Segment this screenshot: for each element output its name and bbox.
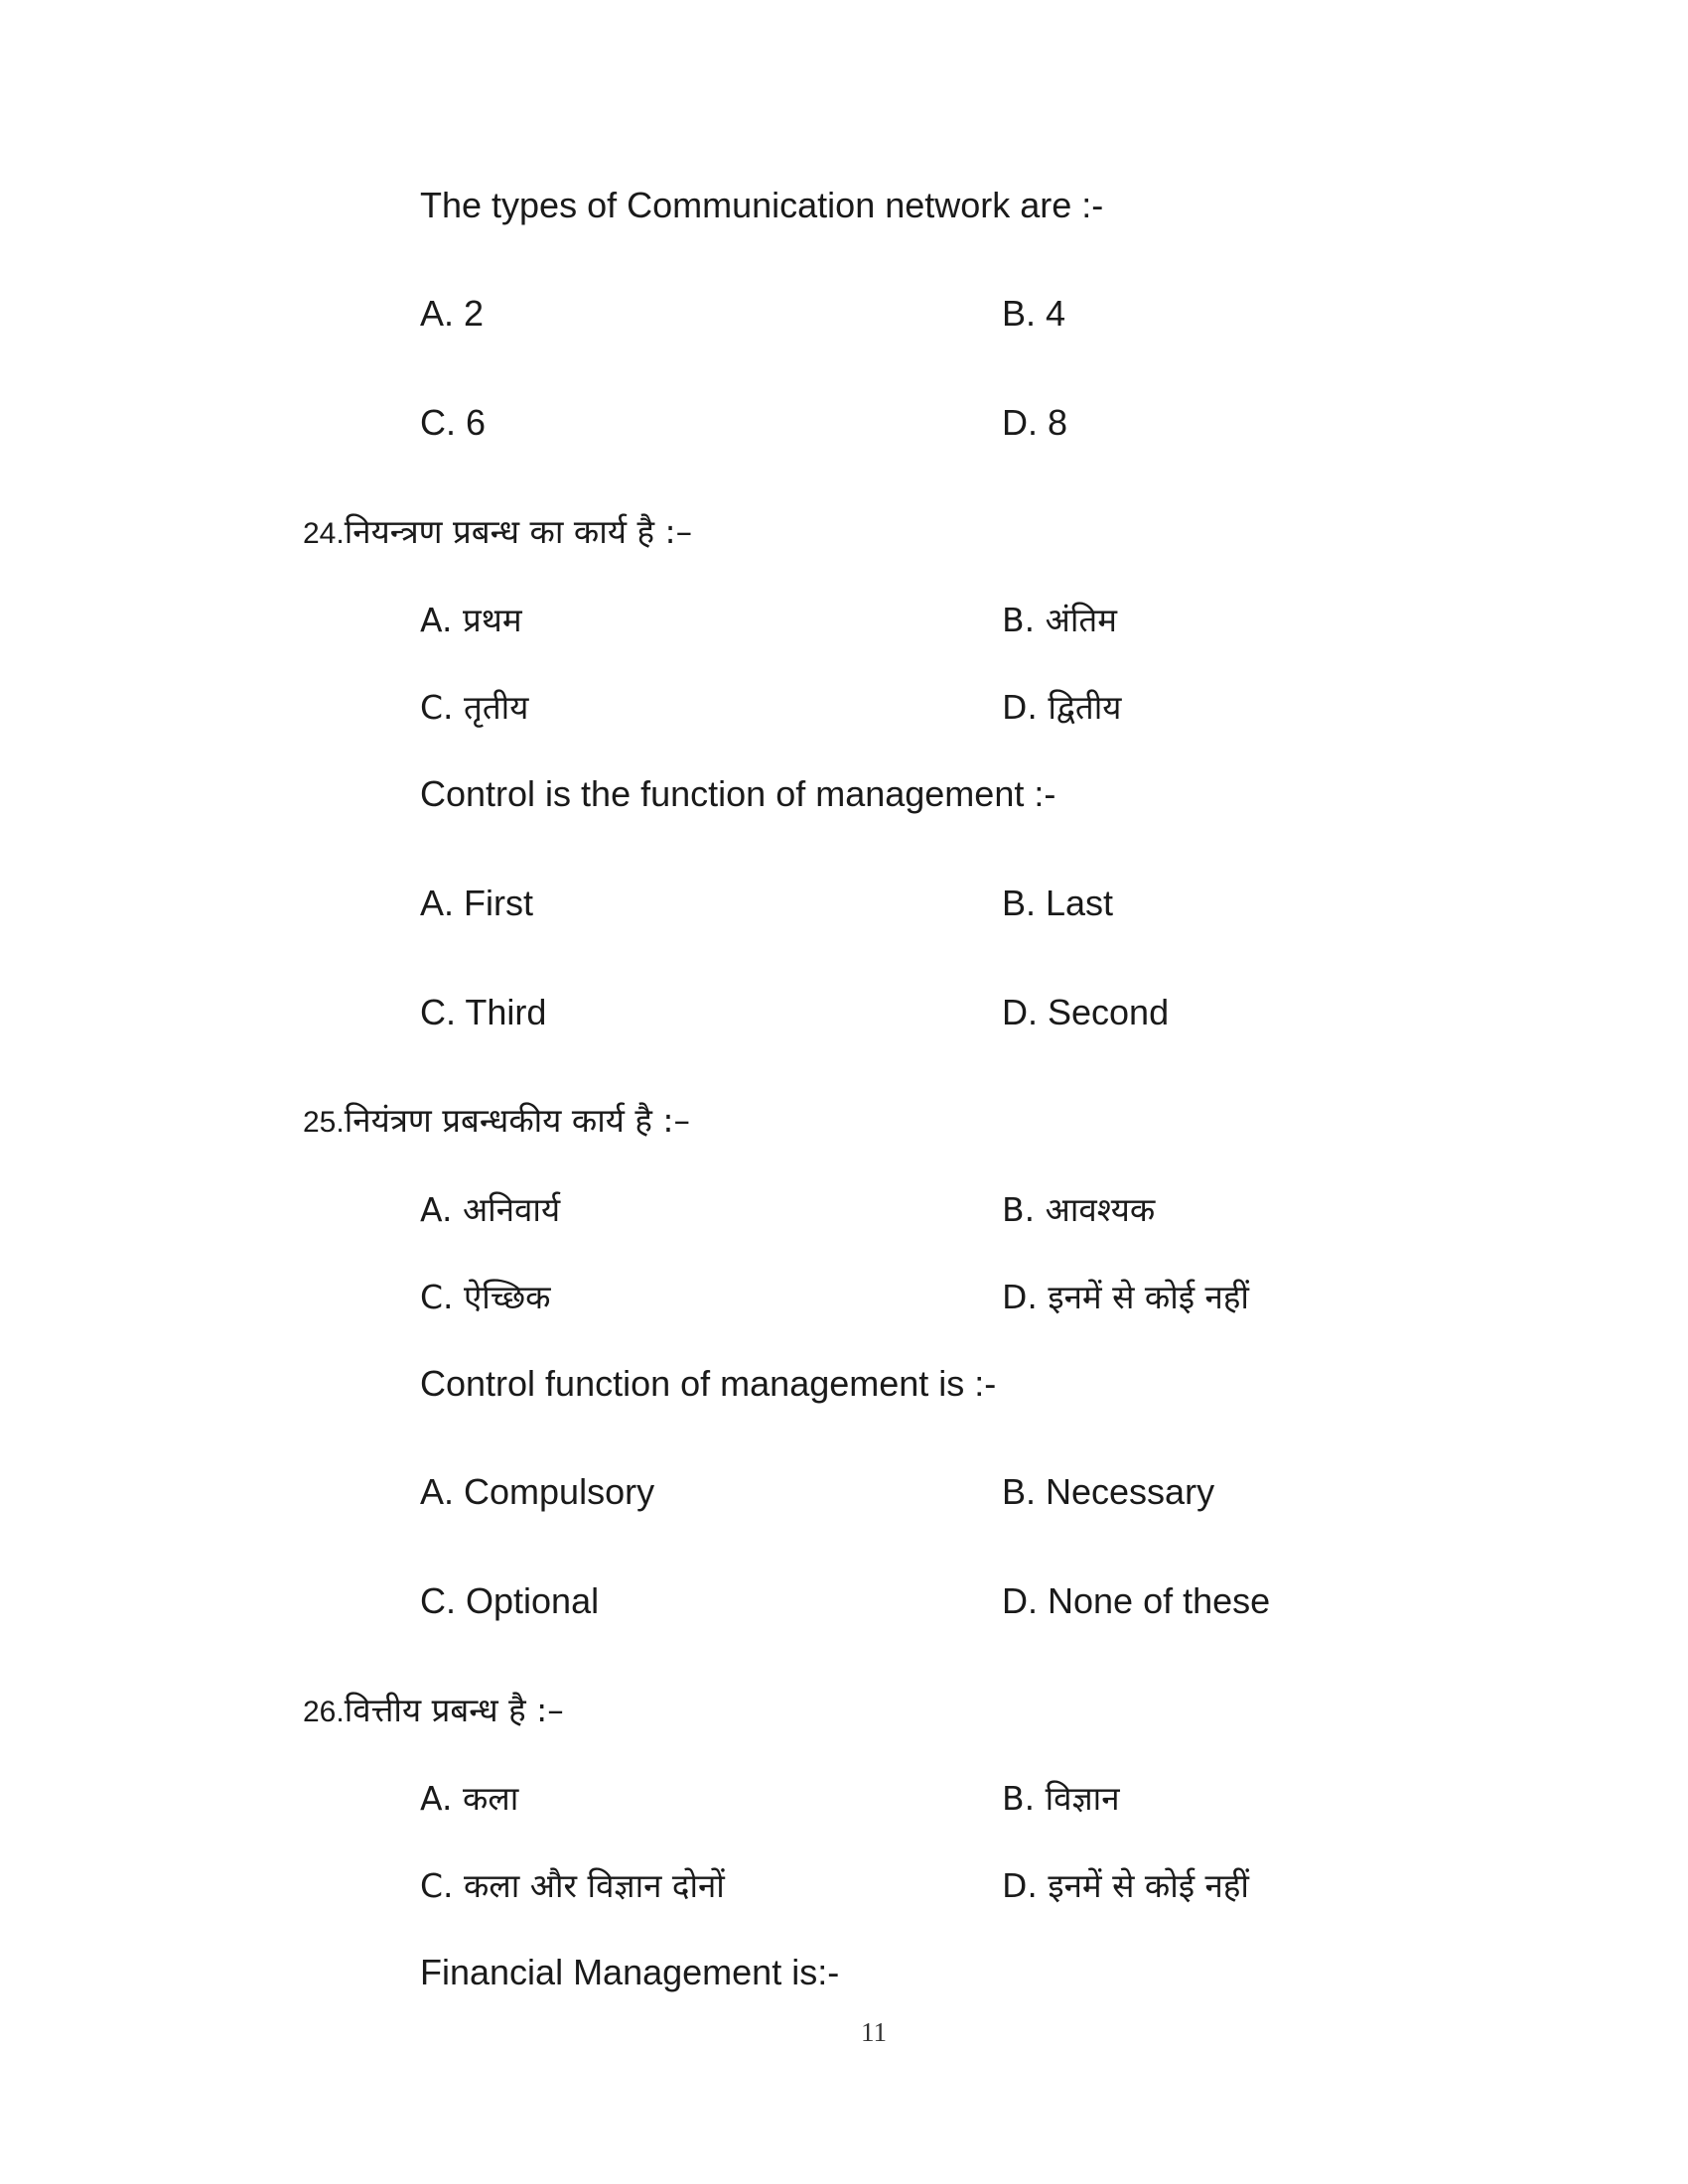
question-text: Control function of management is :- [420,1363,997,1404]
option-c: C. ऐच्छिक [420,1278,551,1316]
option-c: C. तृतीय [420,688,529,727]
option-a: A. First [420,883,533,923]
option-c: C. कला और विज्ञान दोनों [420,1866,725,1905]
question-25-hindi [303,1098,690,1145]
option-d: D. None of these [1002,1580,1271,1621]
option-a: A. प्रथम [420,601,522,639]
option-d: D. इनमें से कोई नहीं [1002,1278,1249,1316]
question-number: 25. [303,1106,345,1139]
page-number: 11 [861,2017,887,2047]
option-d: D. इनमें से कोई नहीं [1002,1866,1249,1905]
option-d: D. 8 [1002,402,1068,443]
option-b: B. 4 [1002,293,1066,334]
question-text: वित्तीय प्रबन्ध है :– [344,1691,564,1729]
option-a: A. Compulsory [420,1471,655,1512]
question-number: 26. [303,1696,345,1728]
option-b: B. विज्ञान [1002,1779,1120,1818]
option-b: B. Last [1002,883,1114,923]
option-c: C. Third [420,992,547,1032]
option-d: D. Second [1002,992,1170,1032]
option-b: B. Necessary [1002,1471,1215,1512]
option-b: B. आवश्यक [1002,1190,1156,1229]
option-c: C. Optional [420,1580,600,1621]
question-text: Control is the function of management :- [420,773,1056,814]
question-text: The types of Communication network are :- [420,185,1104,225]
option-a: A. 2 [420,293,485,334]
question-text: नियंत्रण प्रबन्धकीय कार्य है :– [344,1101,691,1140]
question-text: Financial Management is:- [420,1952,840,1992]
option-a: A. अनिवार्य [420,1190,561,1229]
option-b: B. अंतिम [1002,601,1117,639]
question-26-hindi [303,1688,564,1734]
question-number: 24. [303,517,345,550]
question-text: नियन्त्रण प्रबन्ध का कार्य है :– [344,512,693,551]
option-d: D. द्वितीय [1002,688,1122,727]
question-24-hindi [303,509,692,556]
option-c: C. 6 [420,402,487,443]
option-a: A. कला [420,1779,519,1818]
